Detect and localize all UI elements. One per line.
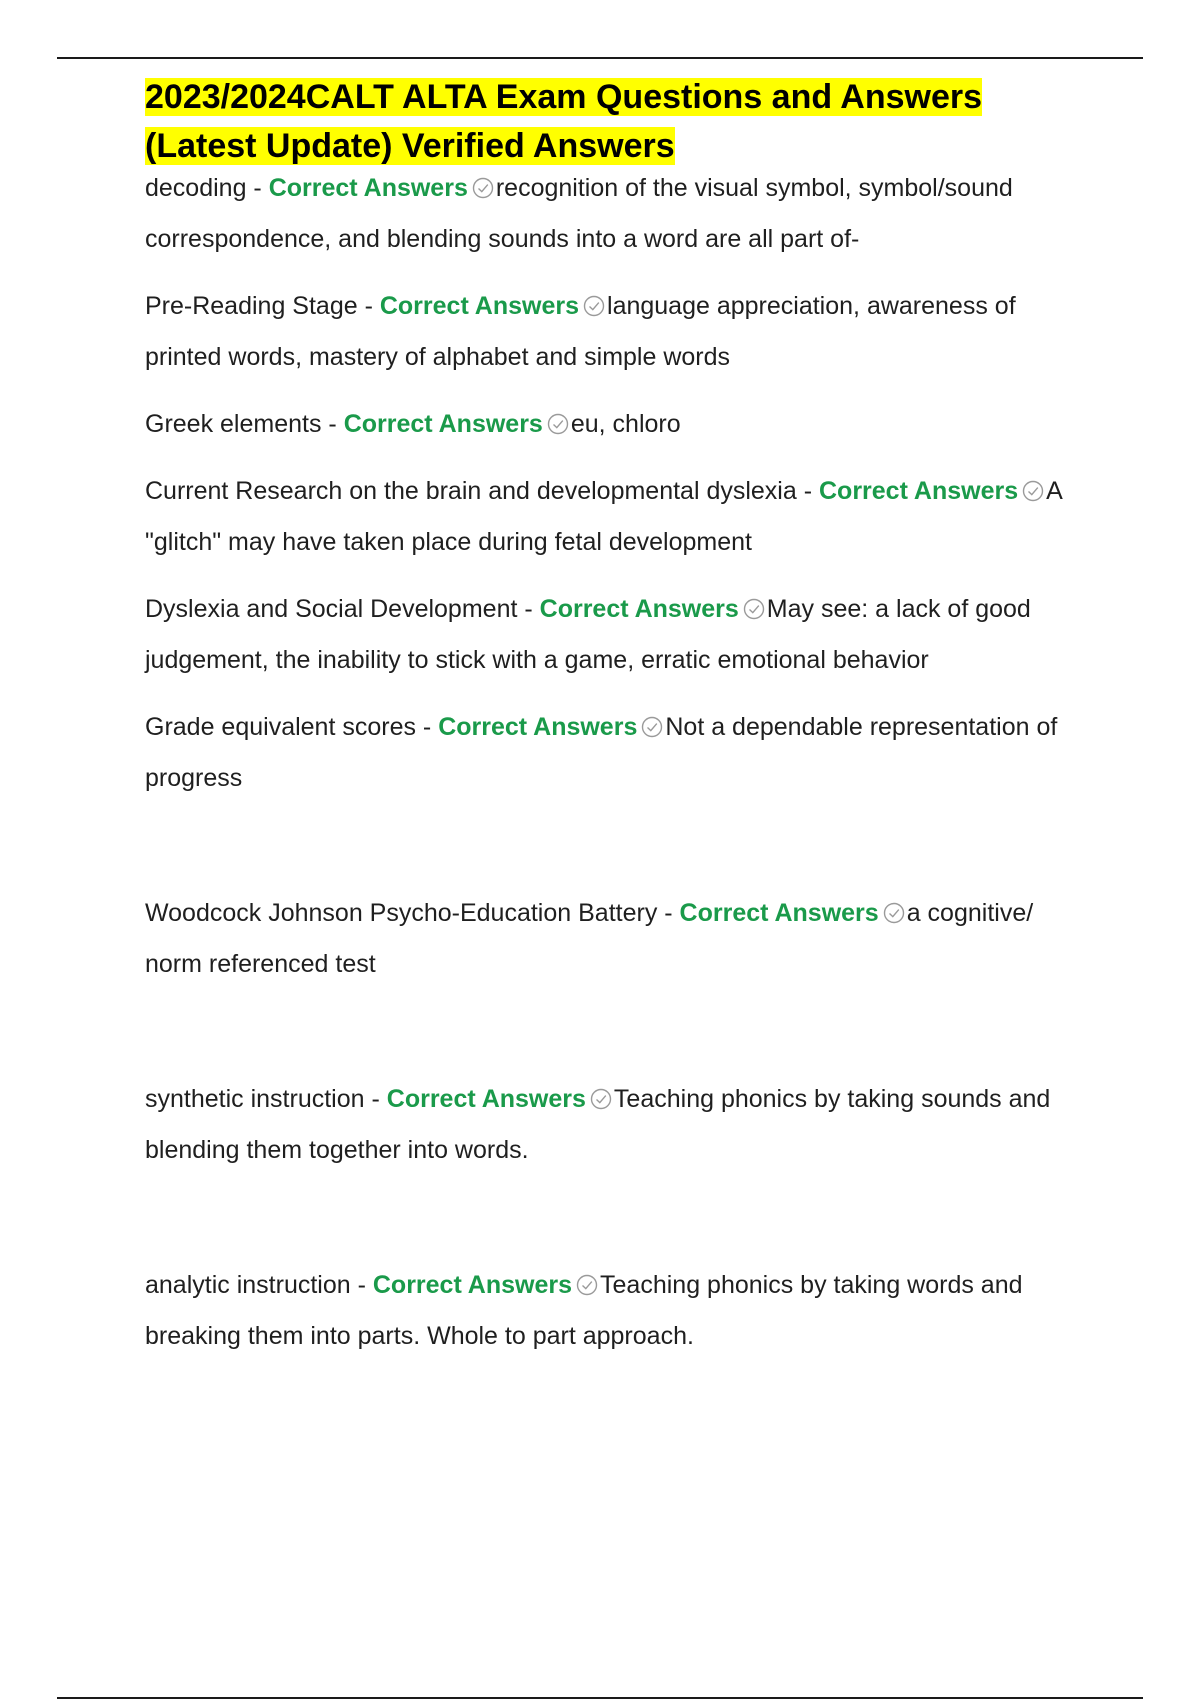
qa-term: Woodcock Johnson Psycho-Education Battery xyxy=(145,899,658,927)
top-rule xyxy=(57,57,1143,59)
correct-answers-label: Correct Answers xyxy=(438,713,638,741)
qa-term: Grade equivalent scores xyxy=(145,713,416,741)
qa-term: Greek elements xyxy=(145,410,322,438)
qa-answer: A "glitch" may have taken place during fetal development xyxy=(145,477,1062,556)
check-circle-icon xyxy=(641,716,663,738)
qa-answer: Teaching phonics by taking words and breaking them into parts. Whole to part approach. xyxy=(145,1271,1023,1350)
qa-item xyxy=(145,584,1085,686)
qa-separator: - xyxy=(357,292,380,320)
qa-item xyxy=(145,1260,1085,1362)
correct-answers-label: Correct Answers xyxy=(539,595,739,623)
correct-answers-label: Correct Answers xyxy=(343,410,543,438)
qa-item xyxy=(145,163,1085,265)
check-circle-icon xyxy=(1022,480,1044,502)
qa-answer: language appreciation, awareness of printed words, mastery of alphabet and simple words xyxy=(145,292,1016,371)
title-highlight: 2023/2024CALT ALTA Exam Questions and Answers (Latest Update) Verified Answers xyxy=(145,78,983,165)
qa-answer: Teaching phonics by taking sounds and blending them together into words. xyxy=(145,1085,1051,1164)
qa-term: Pre-Reading Stage xyxy=(145,292,358,320)
check-circle-icon xyxy=(883,902,905,924)
qa-separator: - xyxy=(350,1271,373,1299)
correct-answers-label: Correct Answers xyxy=(379,292,580,320)
check-circle-icon xyxy=(590,1088,612,1110)
qa-separator: - xyxy=(246,174,269,202)
qa-item xyxy=(145,888,1085,990)
qa-term: synthetic instruction xyxy=(145,1085,365,1113)
check-circle-icon xyxy=(743,598,765,620)
qa-item xyxy=(145,1074,1085,1176)
qa-separator: - xyxy=(364,1085,387,1113)
qa-answer: Not a dependable representation of progress xyxy=(145,713,1058,792)
document-body xyxy=(145,73,1085,1362)
document-title xyxy=(145,73,1085,171)
qa-item xyxy=(145,466,1085,568)
bottom-rule xyxy=(57,1697,1143,1699)
qa-answer: eu, chloro xyxy=(570,410,681,438)
correct-answers-label: Correct Answers xyxy=(819,477,1019,505)
qa-item xyxy=(145,399,1085,450)
qa-term: analytic instruction xyxy=(145,1271,351,1299)
check-circle-icon xyxy=(547,413,569,435)
qa-term: Current Research on the brain and developmental dyslexia xyxy=(145,477,797,505)
qa-term: Dyslexia and Social Development xyxy=(145,595,518,623)
qa-separator: - xyxy=(657,899,680,927)
check-circle-icon xyxy=(583,295,605,317)
qa-item xyxy=(145,702,1085,804)
qa-answer: May see: a lack of good judgement, the inability to stick with a game, erratic emotional behavior xyxy=(145,595,1031,674)
check-circle-icon xyxy=(472,177,494,199)
correct-answers-label: Correct Answers xyxy=(386,1085,586,1113)
qa-answer: recognition of the visual symbol, symbol/sound correspondence, and blending sounds into a word are all part of- xyxy=(145,174,1013,253)
qa-separator: - xyxy=(517,595,540,623)
qa-separator: - xyxy=(796,477,819,505)
correct-answers-label: Correct Answers xyxy=(679,899,879,927)
qa-separator: - xyxy=(321,410,344,438)
qa-separator: - xyxy=(415,713,439,741)
correct-answers-label: Correct Answers xyxy=(268,174,468,202)
qa-answer: a cognitive/ norm referenced test xyxy=(145,899,1034,978)
correct-answers-label: Correct Answers xyxy=(372,1271,573,1299)
check-circle-icon xyxy=(576,1274,598,1296)
qa-term: decoding xyxy=(145,174,247,202)
qa-item xyxy=(145,281,1085,383)
